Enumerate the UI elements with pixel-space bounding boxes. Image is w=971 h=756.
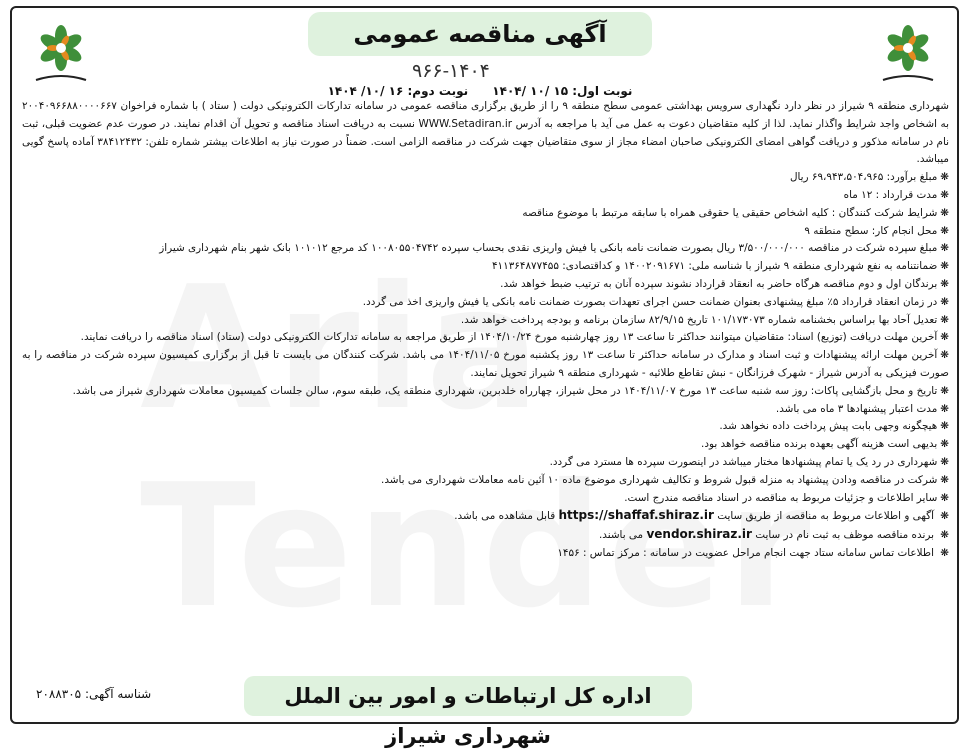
list-item [22, 454, 949, 472]
bullet-icon: ❋ [940, 242, 949, 255]
bullet-icon: ❋ [940, 260, 949, 273]
list-item-text: در زمان انعقاد قرارداد ۵٪ مبلغ پیشنهادی بعنوان ضمانت حسن اجرای تعهدات بصورت ضمانت نامه بانکی یا فیش واریزی اخذ می گردد. [362, 295, 938, 308]
list-item [22, 223, 949, 241]
list-item-vendor [22, 526, 949, 545]
list-item [22, 312, 949, 330]
list-item [22, 472, 949, 490]
ad-body [22, 98, 949, 563]
list-item [22, 347, 949, 383]
list-item-text: محل انجام کار: سطح منطقه ۹ [804, 224, 938, 237]
list-item-text: مبلغ سپرده شرکت در مناقصه ۳/۵۰۰/۰۰۰/۰۰۰ ریال بصورت ضمانت نامه بانکی یا فیش واریزی نقدی بحساب سپرده ۱۰۰۸۰۵۵۰۴۷۴۲ کد مرجع ۱۰۱۰۱۲ بانک شهر بنام شهرداری شیراز [159, 242, 938, 255]
list-item-text: تاریخ و محل بازگشایی پاکات: روز سه شنبه ساعت ۱۳ مورخ ۱۴۰۴/۱۱/۰۷ در محل شیراز، چهارراه خلدبرین، شهرداری منطقه یک، طبقه سوم، سالن جلسات کمیسیون معاملات شهرداری شیراز می باشد. [72, 384, 938, 397]
list-item-text: مبلغ برآورد: ۶۹،۹۴۳،۵۰۴،۹۶۵ ریال [789, 171, 938, 184]
list-item [22, 169, 949, 187]
list-item [22, 276, 949, 294]
bullet-icon: ❋ [940, 331, 949, 344]
list-item-shaffaf [22, 507, 949, 526]
bullet-icon: ❋ [940, 510, 949, 523]
list-item-text: شرایط شرکت کنندگان : کلیه اشخاص حقیقی یا حقوقی همراه با سابقه مرتبط با موضوع مناقصه [522, 206, 938, 219]
list-item-text: ضمانتنامه به نفع شهرداری منطقه ۹ شیراز با شناسه ملی: ۱۴۰۰۲۰۹۱۶۷۱ و کداقتصادی: ۴۱۱۳۶۴۸۷۷۴۵۵ [491, 260, 938, 273]
bullet-icon: ❋ [940, 384, 949, 397]
vendor-suffix: می باشند. [598, 529, 644, 542]
list-item-text: شهرداری در رد یک یا تمام پیشنهادها مختار میباشد در اینصورت سپرده ها مسترد می گردد. [549, 455, 938, 468]
list-item [22, 436, 949, 454]
shiraz-municipality-logo-left [28, 22, 94, 88]
list-item [22, 205, 949, 223]
handwritten-number: ۹۶۶-۱۴۰۴ [412, 60, 490, 82]
publication-dates [300, 84, 660, 98]
vendor-link[interactable]: vendor.shiraz.ir [646, 527, 752, 542]
list-item-text: آخرین مهلت دریافت (توزیع) اسناد: متقاضیان میتوانند حداکثر تا ساعت ۱۳ روز چهارشنبه مورخ ۱۴۰۴/۱۰/۲۴ از طریق مراجعه به سامانه تدارکات الکترونیکی دولت (ستاد) اسناد مناقصه را دریافت نمایند. [80, 331, 938, 344]
list-item-text: شرکت در مناقصه ودادن پیشنهاد به منزله قبول شروط و تکالیف شهرداری موضوع ماده ۱۰ آئین نامه معاملات شهرداری می باشد. [381, 473, 938, 486]
bullet-icon: ❋ [940, 473, 949, 486]
list-item [22, 383, 949, 401]
list-item [22, 418, 949, 436]
bullet-icon: ❋ [940, 420, 949, 433]
list-item-text: برندگان اول و دوم مناقصه هرگاه حاضر به انعقاد قرارداد نشوند سپرده آنان به ترتیب ضبط خواهد شد. [500, 277, 938, 290]
list-item [22, 294, 949, 312]
bullet-icon: ❋ [940, 224, 949, 237]
bullet-icon: ❋ [940, 206, 949, 219]
list-item [22, 187, 949, 205]
ad-id: شناسه آگهی: ۲۰۸۸۳۰۵ [36, 687, 152, 701]
bullet-icon: ❋ [940, 546, 949, 559]
second-publication-date: نوبت دوم: ۱۶ /۱۰/ ۱۴۰۴ [327, 84, 469, 98]
bullet-icon: ❋ [940, 188, 949, 201]
bullet-icon: ❋ [940, 277, 949, 290]
contact-text: اطلاعات تماس سامانه ستاد جهت انجام مراحل عضویت در سامانه : مرکز تماس : ۱۴۵۶ [557, 546, 934, 559]
bullet-icon: ❋ [940, 455, 949, 468]
shaffaf-link[interactable]: https://shaffaf.shiraz.ir [558, 508, 714, 523]
list-item-text: تعدیل آحاد بها براساس بخشنامه شماره ۱۰۱/۱۷۳۰۷۳ تاریخ ۸۲/۹/۱۵ سازمان برنامه و بودجه پرداخت خواهد شد. [460, 313, 938, 326]
bullet-icon: ❋ [940, 529, 949, 542]
shiraz-municipality-logo-right [875, 22, 941, 88]
first-publication-date: نوبت اول: ۱۵ /۱۰ /۱۴۰۴ [492, 84, 633, 98]
list-item-text: مدت قرارداد : ۱۲ ماه [843, 188, 938, 201]
list-item-text: مدت اعتبار پیشنهادها ۳ ماه می باشد. [775, 402, 938, 415]
list-item-text: هیچگونه وجهی بابت پیش پرداخت داده نخواهد شد. [719, 420, 938, 433]
vendor-prefix: برنده مناقصه موظف به ثبت نام در سایت [755, 529, 934, 542]
bullet-icon: ❋ [940, 402, 949, 415]
list-item-text: آخرین مهلت ارائه پیشنهادات و ثبت اسناد و مدارک در سامانه حداکثر تا ساعت ۱۳ روز یکشنبه مورخ ۱۴۰۴/۱۱/۰۵ می باشد. شرکت کنندگان می بایست تا قبل از برگزاری کمیسیون سپرده شرکت در مناقصه را به صورت فیزیکی به آدرس شیراز - شهرک فرزانگان - نبش تقاطع طلائیه - شهرداری منطقه ۹ شیراز تحویل نمایند. [22, 349, 949, 379]
list-item [22, 490, 949, 508]
list-item-text: بدیهی است هزینه آگهی بعهده برنده مناقصه خواهد بود. [701, 438, 938, 451]
bullet-icon: ❋ [940, 438, 949, 451]
shaffaf-suffix: قابل مشاهده می باشد. [454, 510, 556, 523]
ad-title: آگهی مناقصه عمومی [308, 12, 652, 56]
bullet-icon: ❋ [940, 171, 949, 184]
list-item [22, 401, 949, 419]
list-item [22, 240, 949, 258]
bullet-icon: ❋ [940, 313, 949, 326]
list-item [22, 258, 949, 276]
list-item-contact [22, 545, 949, 563]
intro-paragraph: شهرداری منطقه ۹ شیراز در نظر دارد نگهداری سرویس بهداشتی عمومی سطح منطقه ۹ را از طریق برگزاری مناقصه عمومی در سامانه تدارکات الکترونیکی دولت ( ستاد ) با شماره فراخوان ۲۰۰۴۰۹۶۶۸۸۰۰۰۰۶۶۷ به اشخاص واجد شرایط واگذار نماید. لذا از کلیه متقاضیان دعوت به عمل می آید با مراجعه به آدرس WWW.Setadiran.ir نسبت به دریافت اسناد مناقصه و تحویل آن اقدام نمایند. در صورت عدم عضویت قبلی، ثبت نام در سامانه مذکور و دریافت گواهی امضای الکترونیکی صاحبان امضاء مجاز از سوی متقاضیان جهت شرکت در مناقصه الزامی است. ضمناً در صورت نیاز به اطلاعات بیشتر شماره تلفن: ۳۸۴۱۲۴۳۲ آماده پاسخ گویی میباشد. [22, 100, 950, 166]
department-banner: اداره کل ارتباطات و امور بین الملل شهرداری شیراز [244, 676, 692, 716]
conditions-list [22, 169, 949, 507]
list-item [22, 329, 949, 347]
bullet-icon: ❋ [940, 295, 949, 308]
bullet-icon: ❋ [940, 349, 949, 362]
list-item-text: سایر اطلاعات و جزئیات مربوط به مناقصه در اسناد مناقصه مندرج است. [624, 491, 938, 504]
bullet-icon: ❋ [940, 491, 949, 504]
shaffaf-prefix: آگهی و اطلاعات مربوط به مناقصه از طریق سایت [717, 510, 934, 523]
